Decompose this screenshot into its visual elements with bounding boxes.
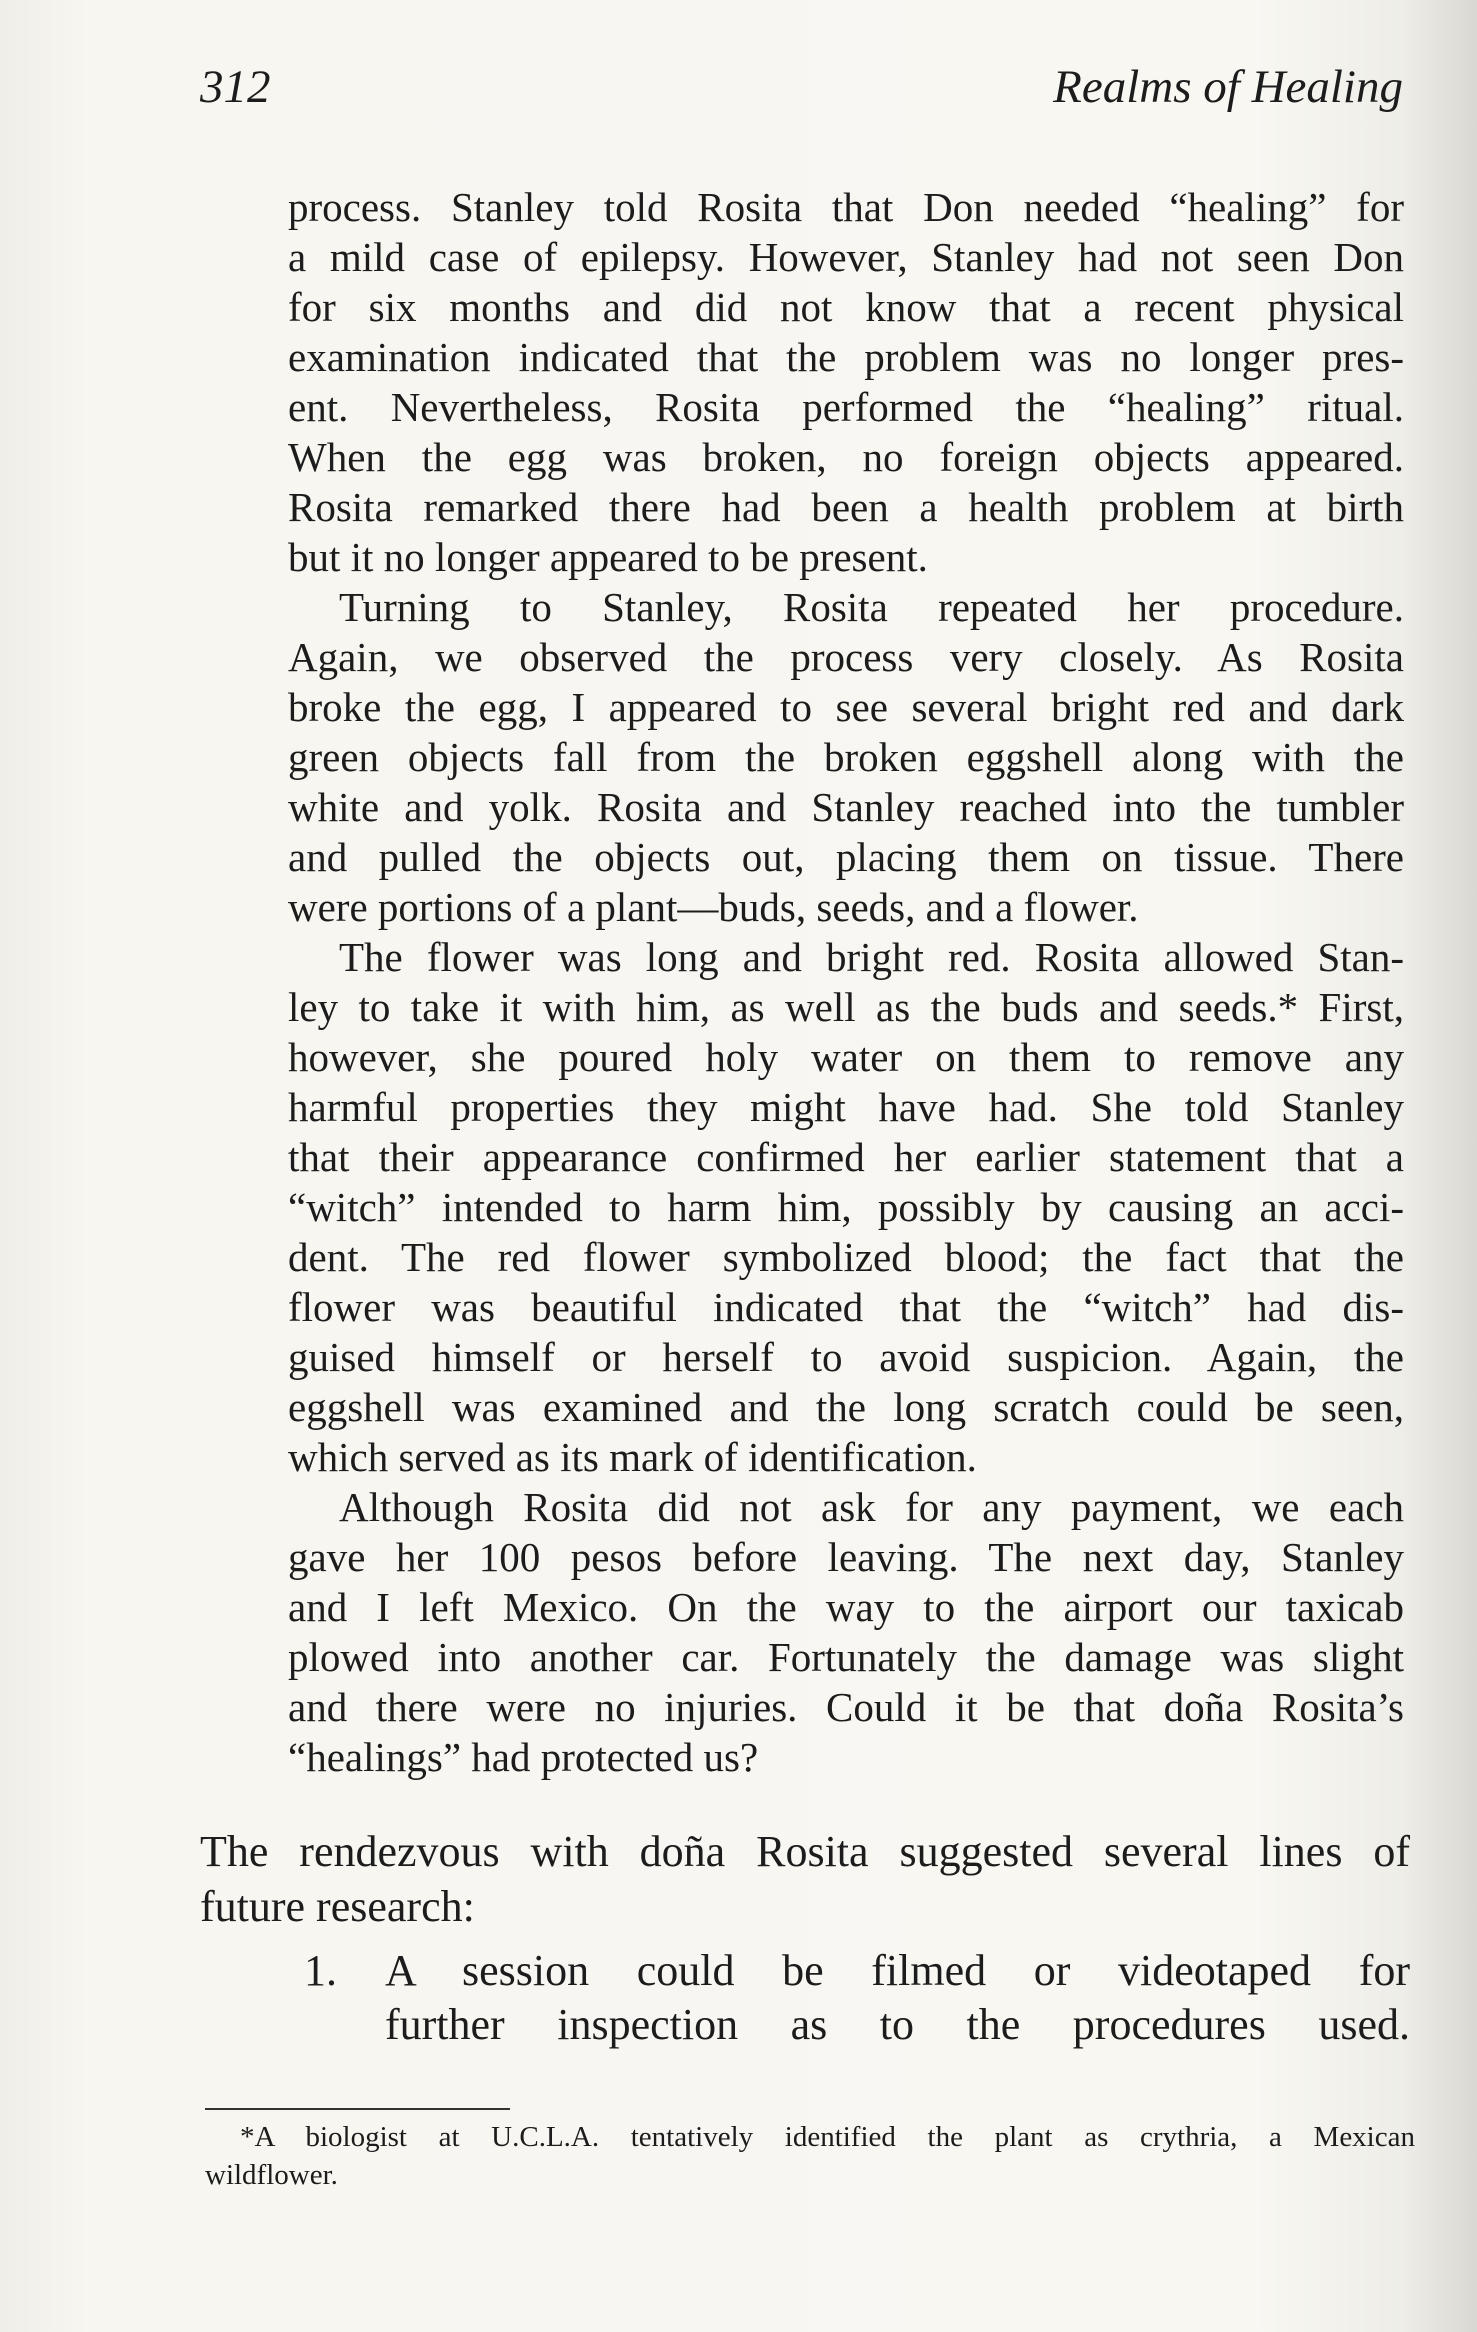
text-line: ley to take it with him, as well as the buds and seeds.* First, — [288, 984, 1404, 1030]
text-line: The flower was long and bright red. Rosita allowed Stan- — [339, 934, 1404, 980]
text-line: A session could be filmed or videotaped for — [385, 1946, 1410, 1995]
paragraph — [288, 582, 1404, 932]
text-line: and I left Mexico. On the way to the airport our taxicab — [288, 1584, 1404, 1630]
text-line: and there were no injuries. Could it be that doña Rosita’s — [288, 1684, 1404, 1730]
text-line: broke the egg, I appeared to see several bright red and dark — [288, 684, 1404, 730]
text-line: white and yolk. Rosita and Stanley reached into the tumbler — [288, 784, 1404, 830]
list-number: 1. — [304, 1946, 337, 1995]
footnote — [205, 2118, 1415, 2194]
text-line: The rendezvous with doña Rosita suggested several lines of — [200, 1827, 1410, 1876]
text-line: were portions of a plant—buds, seeds, and a flower. — [288, 884, 1139, 930]
text-line: *A biologist at U.C.L.A. tentatively identified the plant as crythria, a Mexican — [240, 2121, 1415, 2153]
text-line: gave her 100 pesos before leaving. The next day, Stanley — [288, 1534, 1404, 1580]
book-title: Realms of Healing — [1053, 61, 1403, 113]
text-line: which served as its mark of identification. — [288, 1434, 977, 1480]
text-line: Although Rosita did not ask for any payment, we each — [339, 1484, 1404, 1530]
text-line: process. Stanley told Rosita that Don needed “healing” for — [288, 184, 1404, 230]
text-line: a mild case of epilepsy. However, Stanley had not seen Don — [288, 234, 1404, 280]
text-line: further inspection as to the procedures used. — [385, 2000, 1410, 2049]
text-line: “healings” had protected us? — [288, 1734, 759, 1780]
text-line: but it no longer appeared to be present. — [288, 534, 928, 580]
paragraph — [288, 932, 1404, 1482]
footnote-divider — [205, 2108, 510, 2110]
text-line: Rosita remarked there had been a health problem at birth — [288, 484, 1404, 530]
text-line: that their appearance confirmed her earlier statement that a — [288, 1134, 1404, 1180]
body-text — [288, 182, 1404, 1782]
text-line: and pulled the objects out, placing them on tissue. There — [288, 834, 1404, 880]
text-line: guised himself or herself to avoid suspicion. Again, the — [288, 1334, 1404, 1380]
text-line: however, she poured holy water on them to remove any — [288, 1034, 1404, 1080]
text-line: Turning to Stanley, Rosita repeated her procedure. — [339, 584, 1404, 630]
text-line: examination indicated that the problem was no longer pres- — [288, 334, 1404, 380]
summary-text — [200, 1824, 1410, 1934]
text-line: wildflower. — [205, 2159, 338, 2191]
list-item-text — [385, 1944, 1410, 2052]
text-line: green objects fall from the broken eggshell along with the — [288, 734, 1404, 780]
text-line: eggshell was examined and the long scratch could be seen, — [288, 1384, 1404, 1430]
paragraph — [288, 1482, 1404, 1782]
text-line: harmful properties they might have had. She told Stanley — [288, 1084, 1404, 1130]
paragraph — [288, 182, 1404, 582]
page-number: 312 — [200, 61, 271, 113]
running-head — [200, 52, 1403, 122]
text-line: “witch” intended to harm him, possibly by causing an acci- — [288, 1184, 1404, 1230]
text-line: flower was beautiful indicated that the “witch” had dis- — [288, 1284, 1404, 1330]
text-line: Again, we observed the process very closely. As Rosita — [288, 634, 1404, 680]
text-line: for six months and did not know that a recent physical — [288, 284, 1404, 330]
text-line: future research: — [200, 1882, 475, 1931]
text-line: dent. The red flower symbolized blood; the fact that the — [288, 1234, 1404, 1280]
text-line: When the egg was broken, no foreign objects appeared. — [288, 434, 1404, 480]
text-line: ent. Nevertheless, Rosita performed the “healing” ritual. — [288, 384, 1404, 430]
text-line: plowed into another car. Fortunately the damage was slight — [288, 1634, 1404, 1680]
